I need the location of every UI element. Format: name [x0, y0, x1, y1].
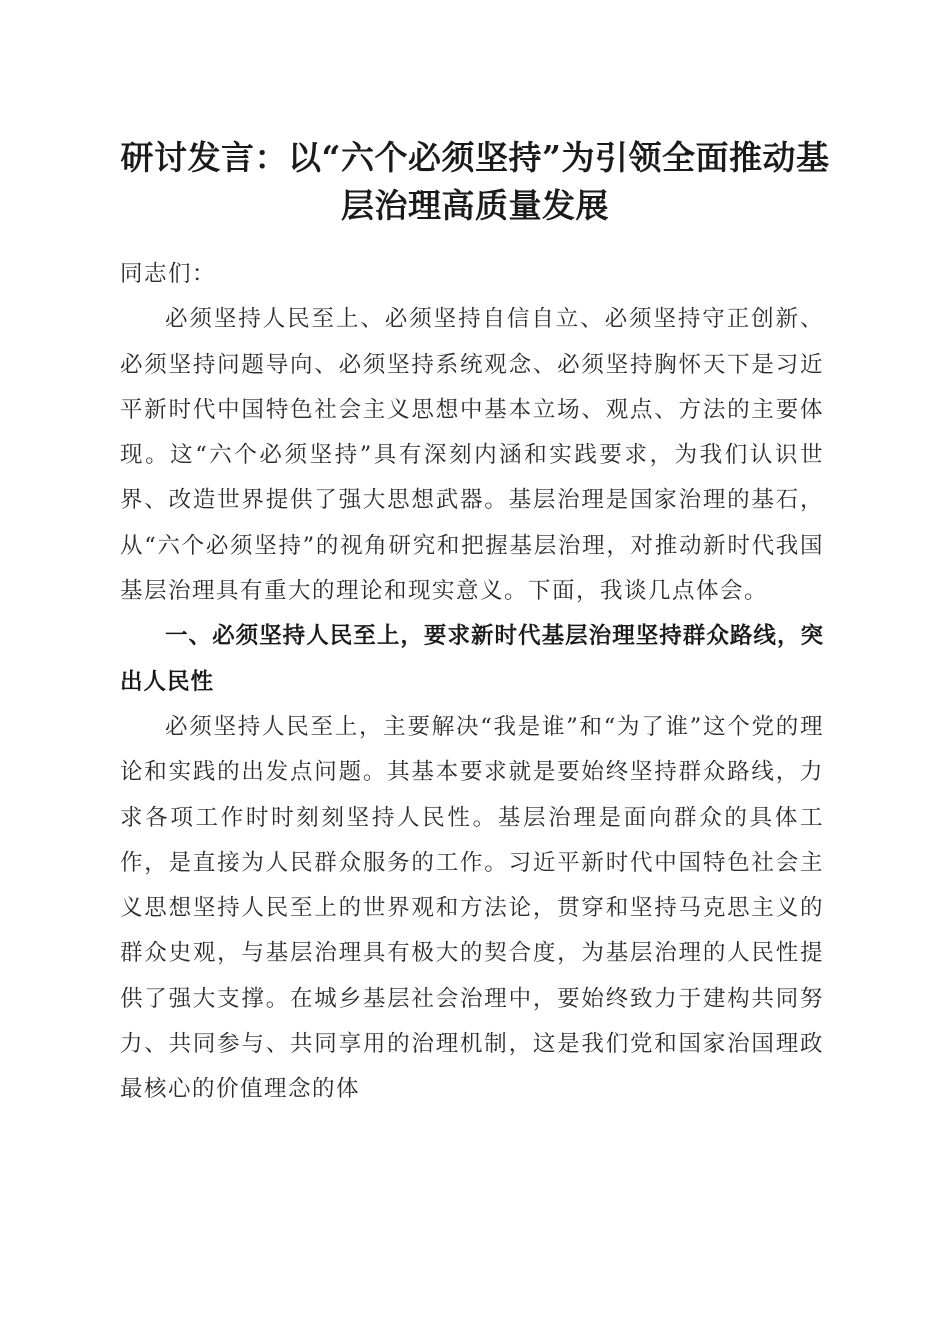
intro-paragraph: 必须坚持人民至上、必须坚持自信自立、必须坚持守正创新、必须坚持问题导向、必须坚持系统观念、必须坚持胸怀天下是习近平新时代中国特色社会主义思想中基本立场、观点、方法的主要体现。这“六个必须坚持”具有深刻内涵和实践要求，为我们认识世界、改造世界提供了强大思想武器。基层治理是国家治理的基石，从“六个必须坚持”的视角研究和把握基层治理，对推动新时代我国基层治理具有重大的理论和现实意义。下面，我谈几点体会。 — [120, 306, 824, 605]
section-1-paragraph: 必须坚持人民至上，主要解决“我是谁”和“为了谁”这个党的理论和实践的出发点问题。其基本要求就是要始终坚持群众路线，力求各项工作时时刻刻坚持人民性。基层治理是面向群众的具体工作，是直接为人民群众服务的工作。习近平新时代中国特色社会主义思想坚持人民至上的世界观和方法论，贯穿和坚持马克思主义的群众史观，与基层治理具有极大的契合度，为基层治理的人民性提供了强大支撑。在城乡基层社会治理中，要始终致力于建构共同努力、共同参与、共同享用的治理机制，这是我们党和国家治国理政最核心的价值理念的体 — [120, 713, 824, 1103]
document-body — [120, 252, 824, 1113]
document-title: 研讨发言：以“六个必须坚持”为引领全面推动基层治理高质量发展 — [120, 138, 830, 225]
section-heading-1: 一、必须坚持人民至上，要求新时代基层治理坚持群众路线，突出人民性 — [120, 623, 824, 695]
salutation: 同志们： — [120, 261, 217, 287]
